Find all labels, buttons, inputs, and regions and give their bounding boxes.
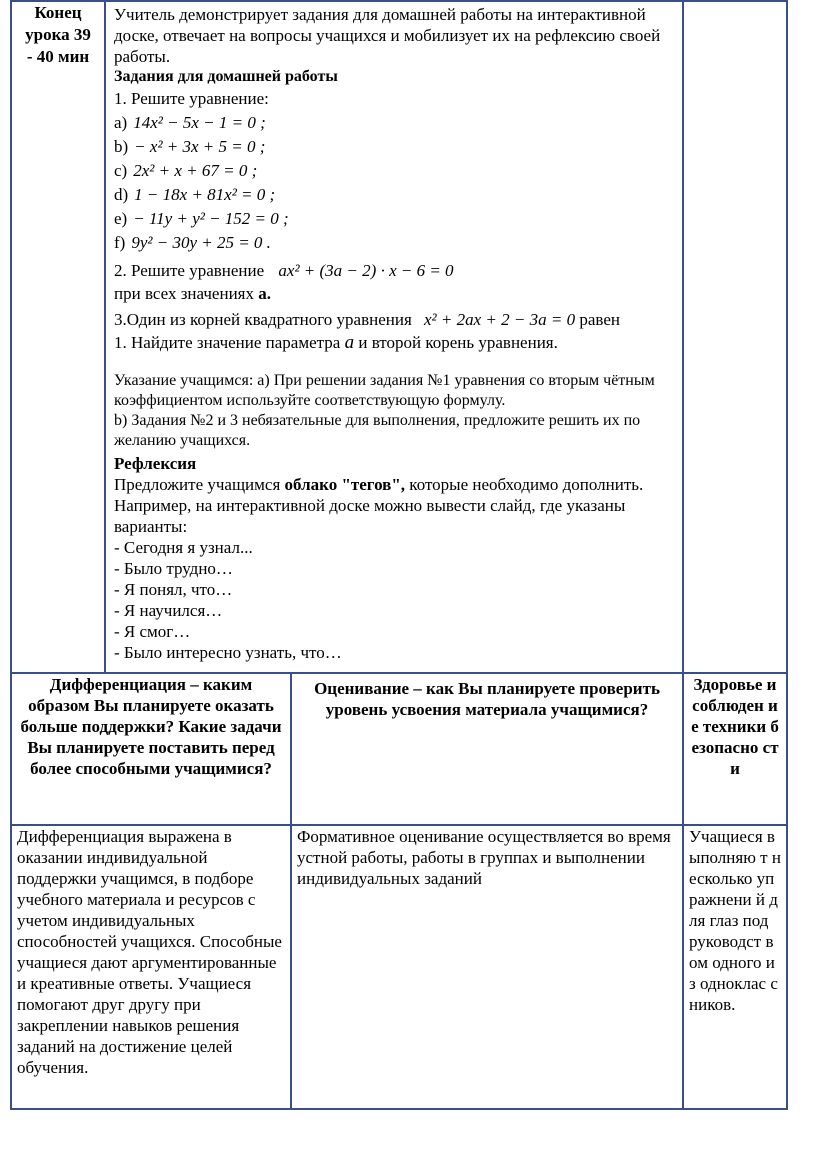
homework-title: Задания для домашней работы (114, 68, 338, 85)
reflection-option: - Я смог… (114, 622, 191, 641)
reflection-option: - Я научился… (114, 601, 223, 620)
reflection-text-start: Предложите учащимся (114, 475, 285, 494)
task3-line2 (114, 332, 674, 353)
task3-line2-end: и второй корень уравнения. (354, 333, 558, 352)
lesson-end-row (11, 1, 787, 673)
reflection-tag-cloud: облако "тегов", (284, 475, 406, 494)
reflection-text-end: которые необходимо дополнить. Например, на интерактивной доске можно вывести слайд, где указаны варианты: (114, 475, 644, 536)
health-text: Учащиеся выполняю т несколько упражнени й для глаз под руководст вом одного из одноклас сников. (689, 827, 781, 1014)
equation-expr: − x² + 3x + 5 = 0 ; (134, 137, 266, 156)
reflection-option: - Сегодня я узнал... (114, 538, 253, 557)
task3-line1 (114, 308, 674, 332)
note-a: Указание учащимся: а) При решении задания №1 уравнения со вторым чётным коэффициентом используйте соответствующую формулу. (114, 372, 655, 409)
equation-label: f) (114, 233, 126, 252)
stage-label-cell (11, 1, 105, 673)
equation-item (114, 111, 674, 135)
equation-expr: 9y² − 30y + 25 = 0 . (131, 233, 271, 252)
health-header-text: Здоровье и соблюден ие техники безопасно сти (691, 675, 779, 778)
task3-line2-start: 1. Найдите значение параметра (114, 333, 345, 352)
note-b: b) Задания №2 и 3 небязательные для выполнения, предложите решить их по желанию учащихся. (114, 412, 641, 449)
differentiation-cell (11, 825, 291, 1109)
reflection-option: - Было интересно узнать, что… (114, 643, 342, 662)
differentiation-text: Дифференциация выражена в оказании индивидуальной поддержки учащимся, в подборе учебного материала и ресурсов с учетом индивидуальных способностей учащихся. Способные учащиеся дают аргументированные и креативные ответы. Учащиеся помогают друг другу при закреплении навыков решения заданий на достижение целей обучения. (17, 827, 282, 1077)
equation-label: a) (114, 113, 128, 132)
equation-expr: − 11y + y² − 152 = 0 ; (133, 209, 289, 228)
header-row (11, 673, 787, 825)
equation-label: b) (114, 137, 129, 156)
equation-label: e) (114, 209, 128, 228)
health-cell (683, 825, 787, 1109)
equation-item (114, 207, 674, 231)
equation-expr: 2x² + x + 67 = 0 ; (133, 161, 258, 180)
reflection-text (114, 474, 674, 537)
homework-cell (105, 1, 683, 673)
task3-mid: равен (579, 310, 620, 329)
assessment-cell (291, 825, 683, 1109)
assessment-header-text: Оценивание – как Вы планируете проверить уровень усвоения материала учащимися? (314, 679, 660, 719)
equation-expr: 14x² − 5x − 1 = 0 ; (133, 113, 266, 132)
equation-expr: 1 − 18x + 81x² = 0 ; (134, 185, 276, 204)
task3-prefix: 3.Один из корней квадратного уравнения (114, 310, 412, 329)
differentiation-header-text: Дифференциация – каким образом Вы планируете оказать больше поддержки? Какие задачи Вы планируете поставить перед более способными учащимися? (20, 675, 282, 778)
equation-list (114, 111, 674, 255)
task2-prefix: 2. Решите уравнение (114, 261, 265, 280)
content-row (11, 825, 787, 1109)
equation-item (114, 183, 674, 207)
health-header (683, 673, 787, 825)
task2-condition (114, 283, 674, 304)
equation-label: c) (114, 161, 128, 180)
reflection-title: Рефлексия (114, 454, 197, 473)
reflection-option: - Я понял, что… (114, 580, 233, 599)
equation-label: d) (114, 185, 129, 204)
teacher-intro: Учитель демонстрирует задания для домашней работы на интерактивной доске, отвечает на вопросы учащихся и мобилизует их на рефлексию своей работы. (114, 5, 661, 66)
assessment-text: Формативное оценивание осуществляется во время устной работы, работы в группах и выполнении индивидуальных заданий (297, 827, 671, 888)
equation-item (114, 159, 674, 183)
stage-label: Конец урока 39 - 40 мин (25, 3, 91, 66)
empty-cell (683, 1, 787, 673)
task2-line (114, 259, 674, 283)
task2-condition-text: при всех значениях (114, 284, 259, 303)
reflection-option: - Было трудно… (114, 559, 233, 578)
equation-item (114, 231, 674, 255)
differentiation-header (11, 673, 291, 825)
equation-item (114, 135, 674, 159)
lesson-plan-table (10, 0, 788, 1110)
reflection-options (114, 537, 674, 663)
task3-equation: x² + 2ax + 2 − 3a = 0 (424, 310, 576, 329)
task1-text: 1. Решите уравнение: (114, 89, 269, 108)
task2-equation: ax² + (3a − 2) · x − 6 = 0 (278, 261, 454, 280)
assessment-header (291, 673, 683, 825)
task2-param: a. (258, 284, 271, 303)
task3-param: a (344, 332, 355, 353)
